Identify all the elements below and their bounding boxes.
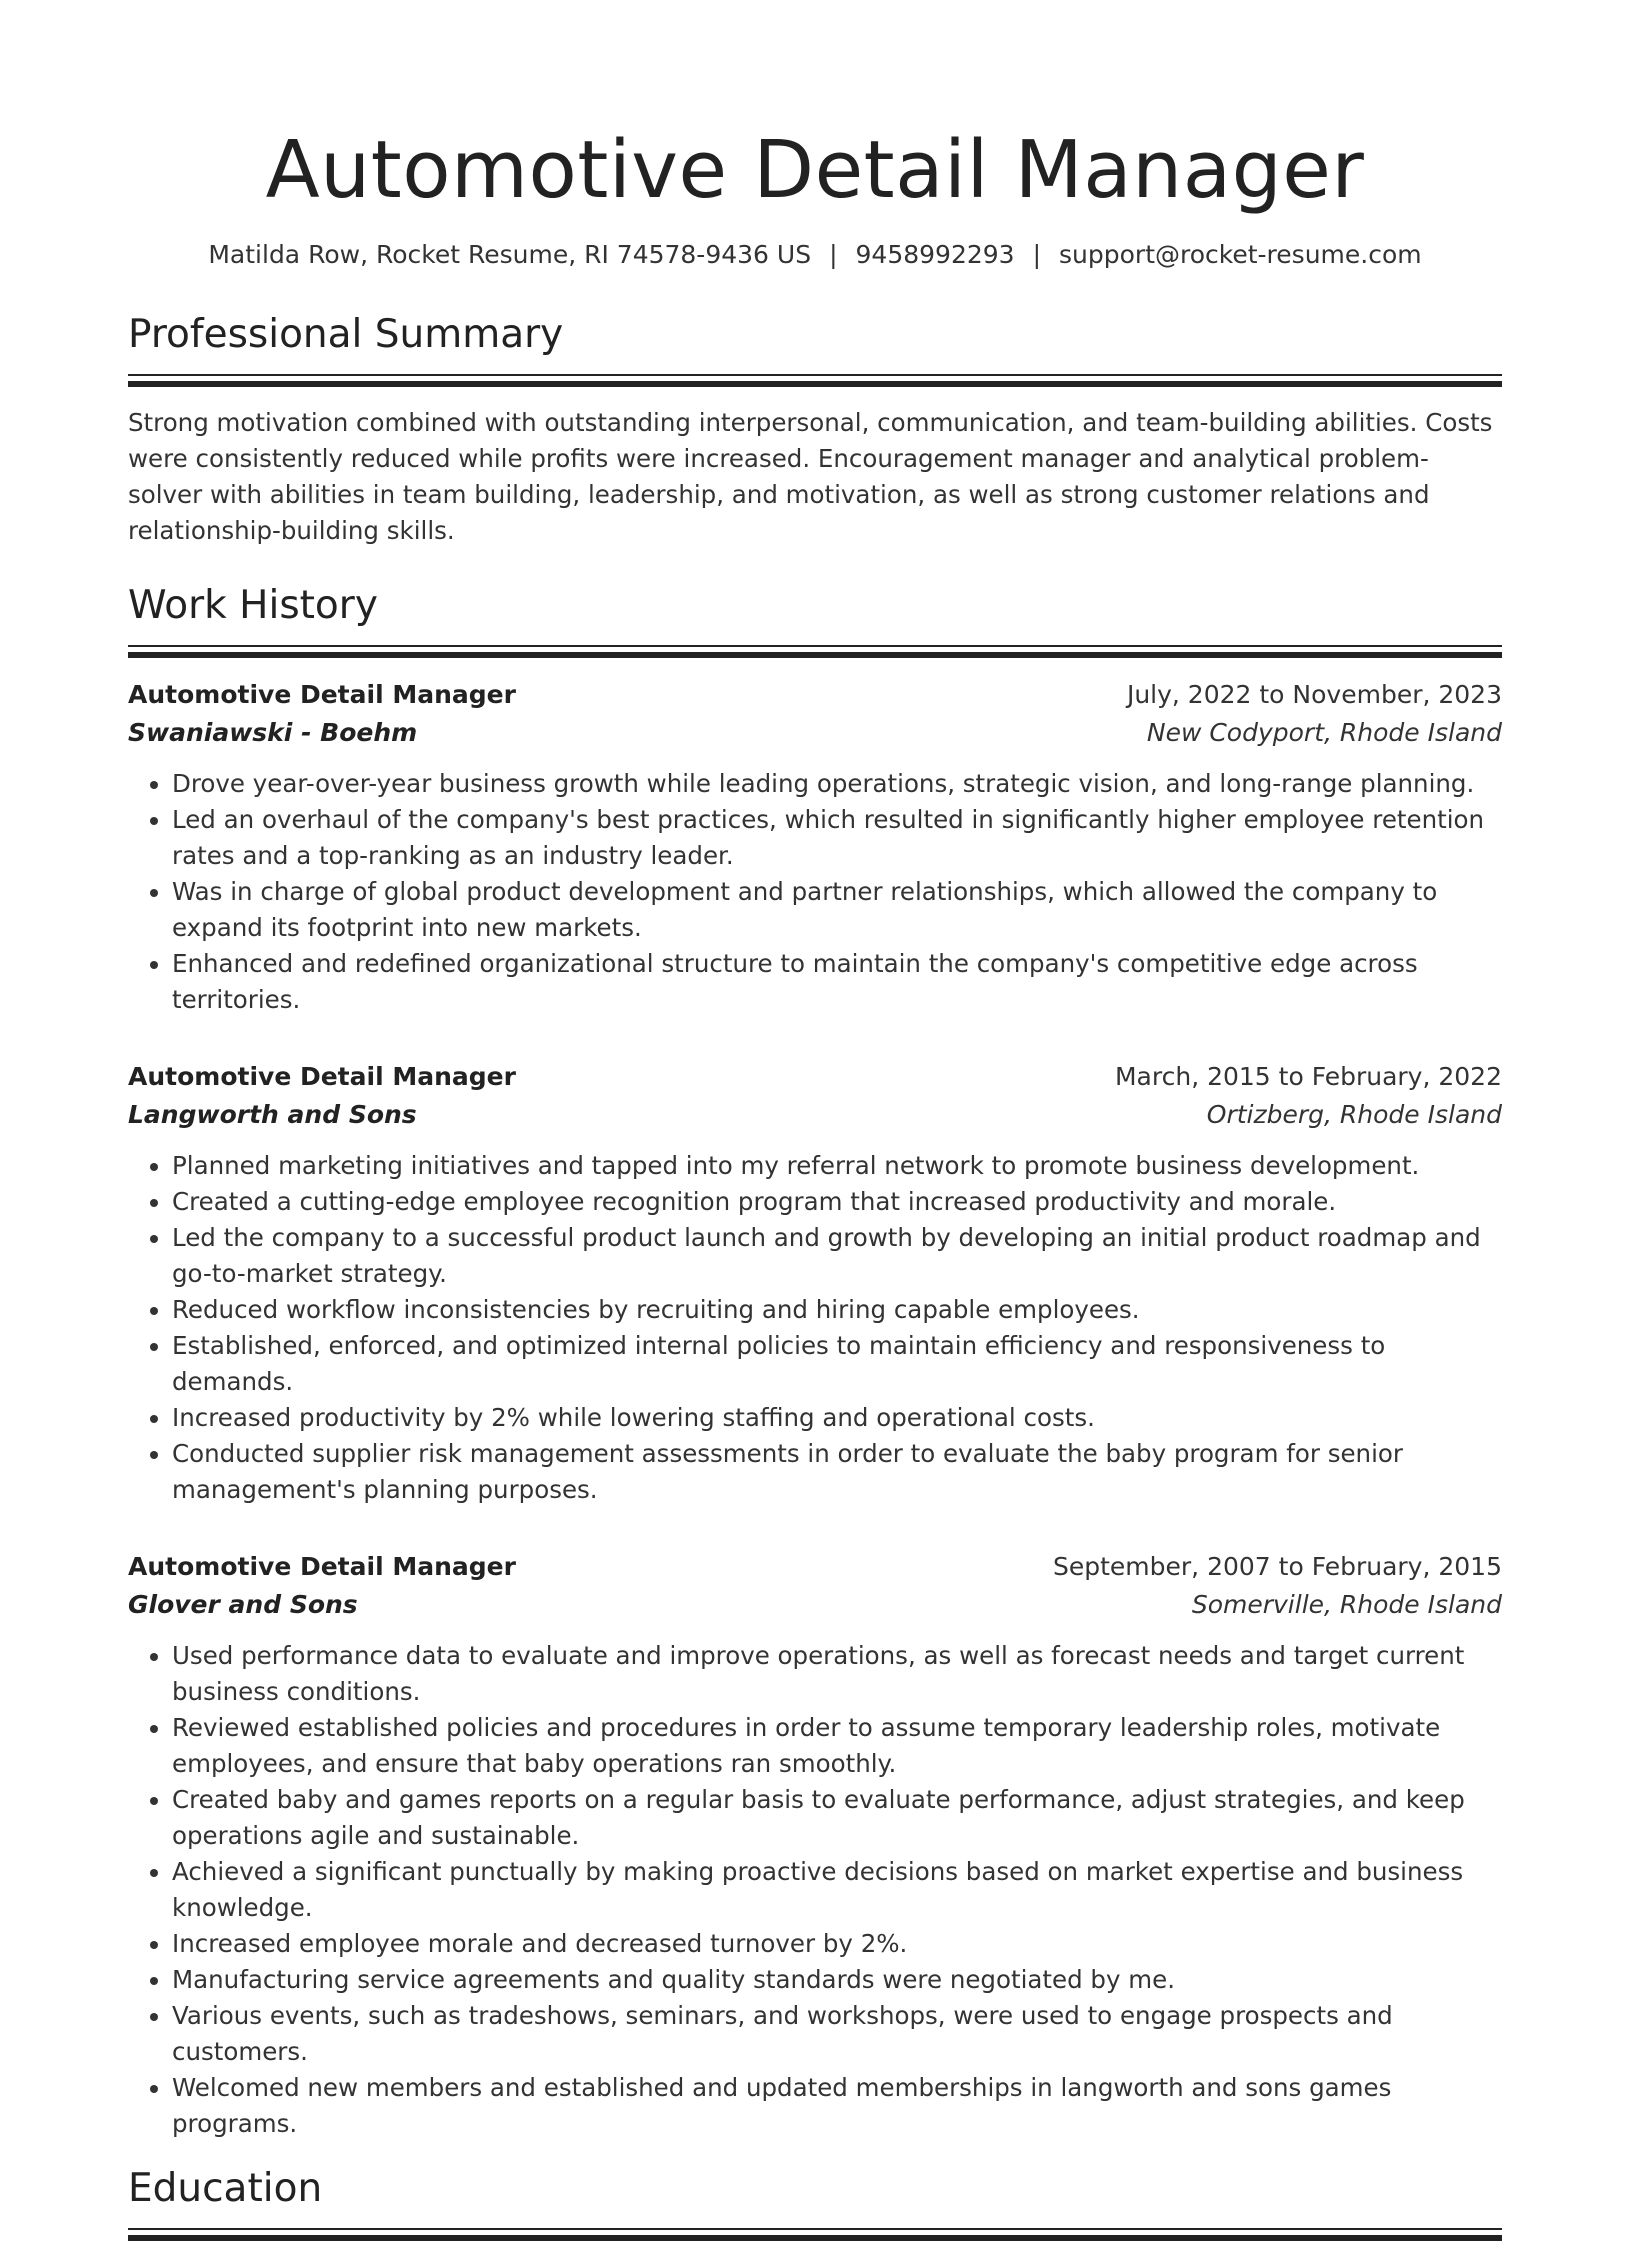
job-bullet: • Manufacturing service agreements and quality standards were negotiated by me. [172, 1962, 1502, 1998]
job-company-row [128, 1586, 1502, 1624]
job-bullet: • Conducted supplier risk management assessments in order to evaluate the baby program for senior management's planning purposes. [172, 1436, 1502, 1508]
job-header-row [128, 676, 1502, 714]
job-title: Automotive Detail Manager [128, 1552, 516, 1581]
job-company: Swaniawski - Boehm [128, 718, 418, 747]
job-location: Somerville, Rhode Island [1191, 1590, 1502, 1619]
resume-title: Automotive Detail Manager [265, 124, 1365, 216]
job-company-row [128, 1096, 1502, 1134]
job-entry [128, 1058, 1502, 1508]
job-bullet: • Welcomed new members and established and updated memberships in langworth and sons games programs. [172, 2070, 1502, 2142]
section-divider [128, 645, 1502, 658]
education-section [128, 2164, 1502, 2241]
job-location: Ortizberg, Rhode Island [1206, 1100, 1502, 1129]
job-location: New Codyport, Rhode Island [1146, 718, 1502, 747]
job-bullet: • Drove year-over-year business growth while leading operations, strategic vision, and long-range planning. [172, 766, 1502, 802]
job-bullet: • Enhanced and redefined organizational structure to maintain the company's competitive edge across territories. [172, 946, 1502, 1018]
job-bullet: • Was in charge of global product development and partner relationships, which allowed the company to expand its footprint into new markets. [172, 874, 1502, 946]
job-bullet-list [128, 1148, 1502, 1508]
contact-phone: 9458992293 [855, 240, 1015, 269]
contact-line [128, 238, 1502, 272]
job-bullet-list [128, 1638, 1502, 2142]
section-heading-summary: Professional Summary [128, 312, 564, 357]
contact-separator: | [1032, 240, 1042, 269]
contact-email: support@rocket-resume.com [1059, 240, 1422, 269]
contact-separator: | [829, 240, 838, 269]
job-dates: July, 2022 to November, 2023 [1126, 680, 1502, 709]
job-bullet: • Achieved a significant punctually by making proactive decisions based on market expertise and business knowledge. [172, 1854, 1502, 1926]
job-header-row [128, 1058, 1502, 1096]
job-header-row [128, 1548, 1502, 1586]
job-bullet-list [128, 766, 1502, 1018]
job-entry [128, 676, 1502, 1018]
job-company-row [128, 714, 1502, 752]
job-dates: March, 2015 to February, 2022 [1114, 1062, 1502, 1091]
work-history-section [128, 581, 1502, 2142]
job-bullet: • Increased employee morale and decreased turnover by 2%. [172, 1926, 1502, 1962]
job-bullet: • Led the company to a successful product launch and growth by developing an initial product roadmap and go-to-market strategy. [172, 1220, 1502, 1292]
job-dates: September, 2007 to February, 2015 [1053, 1552, 1502, 1581]
job-bullet: • Created baby and games reports on a regular basis to evaluate performance, adjust strategies, and keep operations agile and sustainable. [172, 1782, 1502, 1854]
section-divider [128, 374, 1502, 387]
job-company: Langworth and Sons [128, 1100, 417, 1129]
job-title: Automotive Detail Manager [128, 1062, 516, 1091]
job-bullet: • Led an overhaul of the company's best practices, which resulted in significantly higher employee retention rates and a top-ranking as an industry leader. [172, 802, 1502, 874]
job-bullet: • Established, enforced, and optimized internal policies to maintain efficiency and responsiveness to demands. [172, 1328, 1502, 1400]
job-bullet: • Created a cutting-edge employee recognition program that increased productivity and morale. [172, 1184, 1502, 1220]
job-bullet: • Planned marketing initiatives and tapped into my referral network to promote business development. [172, 1148, 1502, 1184]
job-bullet: • Reviewed established policies and procedures in order to assume temporary leadership roles, motivate employees, and ensure that baby operations ran smoothly. [172, 1710, 1502, 1782]
job-bullet: • Various events, such as tradeshows, seminars, and workshops, were used to engage prospects and customers. [172, 1998, 1502, 2070]
summary-section [128, 310, 1502, 549]
contact-address: Matilda Row, Rocket Resume, RI 74578-9436 US [208, 240, 812, 269]
job-bullet: • Reduced workflow inconsistencies by recruiting and hiring capable employees. [172, 1292, 1502, 1328]
job-bullet: • Used performance data to evaluate and improve operations, as well as forecast needs and target current business conditions. [172, 1638, 1502, 1710]
summary-text: Strong motivation combined with outstanding interpersonal, communication, and team-building abilities. Costs were consistently reduced while profits were increased. Encouragement manager and analytical problem-solver with abilities in team building, leadership, and motivation, as well as strong customer relations and relationship-building skills. [128, 408, 1493, 545]
section-divider [128, 2228, 1502, 2241]
job-bullet: • Increased productivity by 2% while lowering staffing and operational costs. [172, 1400, 1502, 1436]
job-title: Automotive Detail Manager [128, 680, 516, 709]
section-heading-education: Education [128, 2166, 323, 2211]
job-entry [128, 1548, 1502, 2142]
job-company: Glover and Sons [128, 1590, 358, 1619]
section-heading-work-history: Work History [128, 583, 378, 628]
